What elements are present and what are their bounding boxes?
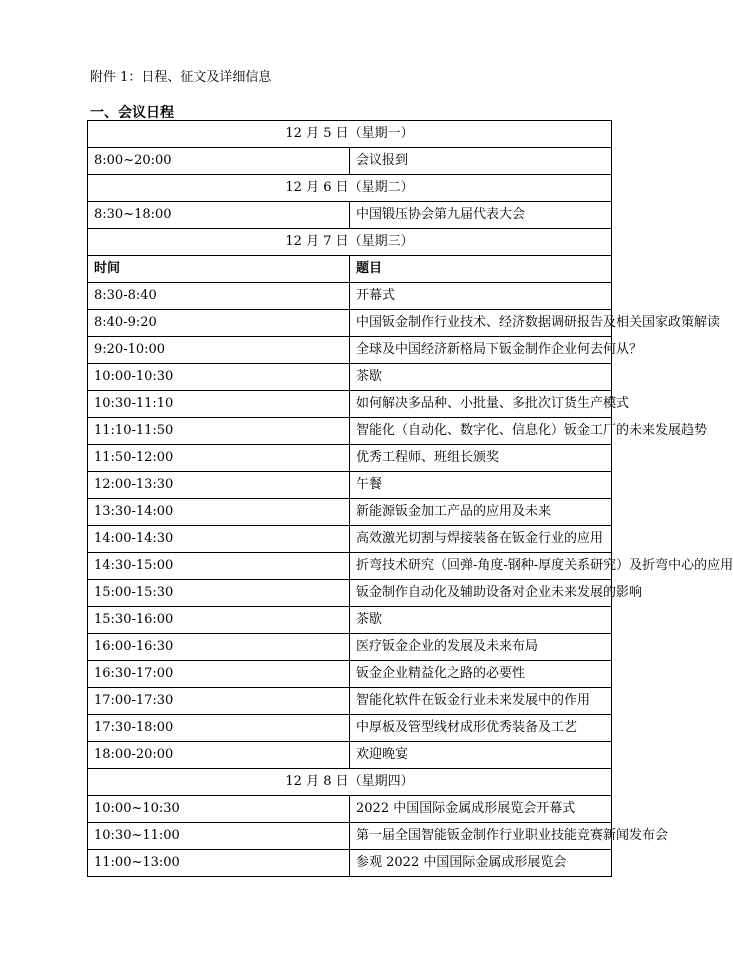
topic-cell: 高效激光切割与焊接装备在钣金行业的应用: [350, 526, 612, 553]
day-label: 12 月 6 日（星期二）: [88, 175, 612, 202]
time-cell: 11:50-12:00: [88, 445, 350, 472]
table-row: [88, 661, 612, 688]
table-row: [88, 499, 612, 526]
table-row: [88, 337, 612, 364]
time-cell: 16:30-17:00: [88, 661, 350, 688]
day-label: 12 月 8 日（星期四）: [88, 769, 612, 796]
table-row: [88, 418, 612, 445]
table-row: [88, 688, 612, 715]
time-cell: 8:30-8:40: [88, 283, 350, 310]
table-row: [88, 202, 612, 229]
table-row: [88, 472, 612, 499]
topic-cell: 午餐: [350, 472, 612, 499]
table-row: [88, 445, 612, 472]
time-cell: 11:00~13:00: [88, 850, 350, 877]
topic-cell: 中国锻压协会第九届代表大会: [350, 202, 612, 229]
topic-cell: 参观 2022 中国国际金属成形展览会: [350, 850, 612, 877]
topic-cell: 钣金企业精益化之路的必要性: [350, 661, 612, 688]
table-row: [88, 742, 612, 769]
topic-cell: 如何解决多品种、小批量、多批次订货生产模式: [350, 391, 612, 418]
time-cell: 10:00-10:30: [88, 364, 350, 391]
day-label: 12 月 7 日（星期三）: [88, 229, 612, 256]
topic-cell: 茶歇: [350, 364, 612, 391]
table-row: [88, 850, 612, 877]
topic-cell: 新能源钣金加工产品的应用及未来: [350, 499, 612, 526]
column-header-row: [88, 256, 612, 283]
schedule-table: [87, 120, 733, 877]
day-label: 12 月 5 日（星期一）: [88, 121, 612, 148]
time-cell: 9:20-10:00: [88, 337, 350, 364]
topic-cell: 钣金制作自动化及辅助设备对企业未来发展的影响: [350, 580, 612, 607]
topic-cell: 中厚板及管型线材成形优秀装备及工艺: [350, 715, 612, 742]
topic-cell: 智能化软件在钣金行业未来发展中的作用: [350, 688, 612, 715]
time-cell: 13:30-14:00: [88, 499, 350, 526]
topic-cell: 开幕式: [350, 283, 612, 310]
column-header-time: 时间: [88, 256, 350, 283]
time-cell: 11:10-11:50: [88, 418, 350, 445]
time-cell: 17:30-18:00: [88, 715, 350, 742]
table-row: [88, 796, 612, 823]
topic-cell: 会议报到: [350, 148, 612, 175]
time-cell: 10:00~10:30: [88, 796, 350, 823]
table-row: [88, 310, 612, 337]
topic-cell: 茶歇: [350, 607, 612, 634]
table-row: [88, 607, 612, 634]
time-cell: 15:30-16:00: [88, 607, 350, 634]
time-cell: 16:00-16:30: [88, 634, 350, 661]
table-row: [88, 526, 612, 553]
topic-cell: 第一届全国智能钣金制作行业职业技能竞赛新闻发布会: [350, 823, 612, 850]
table-row: [88, 364, 612, 391]
topic-cell: 医疗钣金企业的发展及未来布局: [350, 634, 612, 661]
day-row: [88, 769, 612, 796]
time-cell: 18:00-20:00: [88, 742, 350, 769]
time-cell: 10:30~11:00: [88, 823, 350, 850]
section-heading: 一、会议日程: [90, 105, 174, 121]
topic-cell: 折弯技术研究（回弹-角度-钢种-厚度关系研究）及折弯中心的应用: [350, 553, 612, 580]
table-row: [88, 823, 612, 850]
topic-cell: 优秀工程师、班组长颁奖: [350, 445, 612, 472]
time-cell: 15:00-15:30: [88, 580, 350, 607]
time-cell: 17:00-17:30: [88, 688, 350, 715]
table-row: [88, 283, 612, 310]
table-row: [88, 634, 612, 661]
topic-cell: 智能化（自动化、数字化、信息化）钣金工厂的未来发展趋势: [350, 418, 612, 445]
schedule-body: [88, 121, 733, 877]
day-row: [88, 121, 612, 148]
time-cell: 14:00-14:30: [88, 526, 350, 553]
topic-cell: 2022 中国国际金属成形展览会开幕式: [350, 796, 612, 823]
time-cell: 8:00~20:00: [88, 148, 350, 175]
topic-cell: 欢迎晚宴: [350, 742, 612, 769]
topic-cell: 全球及中国经济新格局下钣金制作企业何去何从？: [350, 337, 612, 364]
day-row: [88, 175, 612, 202]
table-row: [88, 148, 612, 175]
time-cell: 12:00-13:30: [88, 472, 350, 499]
column-header-topic: 题目: [350, 256, 612, 283]
time-cell: 8:40-9:20: [88, 310, 350, 337]
time-cell: 10:30-11:10: [88, 391, 350, 418]
table-row: [88, 715, 612, 742]
time-cell: 14:30-15:00: [88, 553, 350, 580]
table-row: [88, 391, 612, 418]
table-row: [88, 580, 612, 607]
attachment-title: 附件 1：日程、征文及详细信息: [90, 70, 272, 85]
time-cell: 8:30~18:00: [88, 202, 350, 229]
topic-cell: 中国钣金制作行业技术、经济数据调研报告及相关国家政策解读: [350, 310, 612, 337]
day-row: [88, 229, 612, 256]
table-row: [88, 553, 612, 580]
